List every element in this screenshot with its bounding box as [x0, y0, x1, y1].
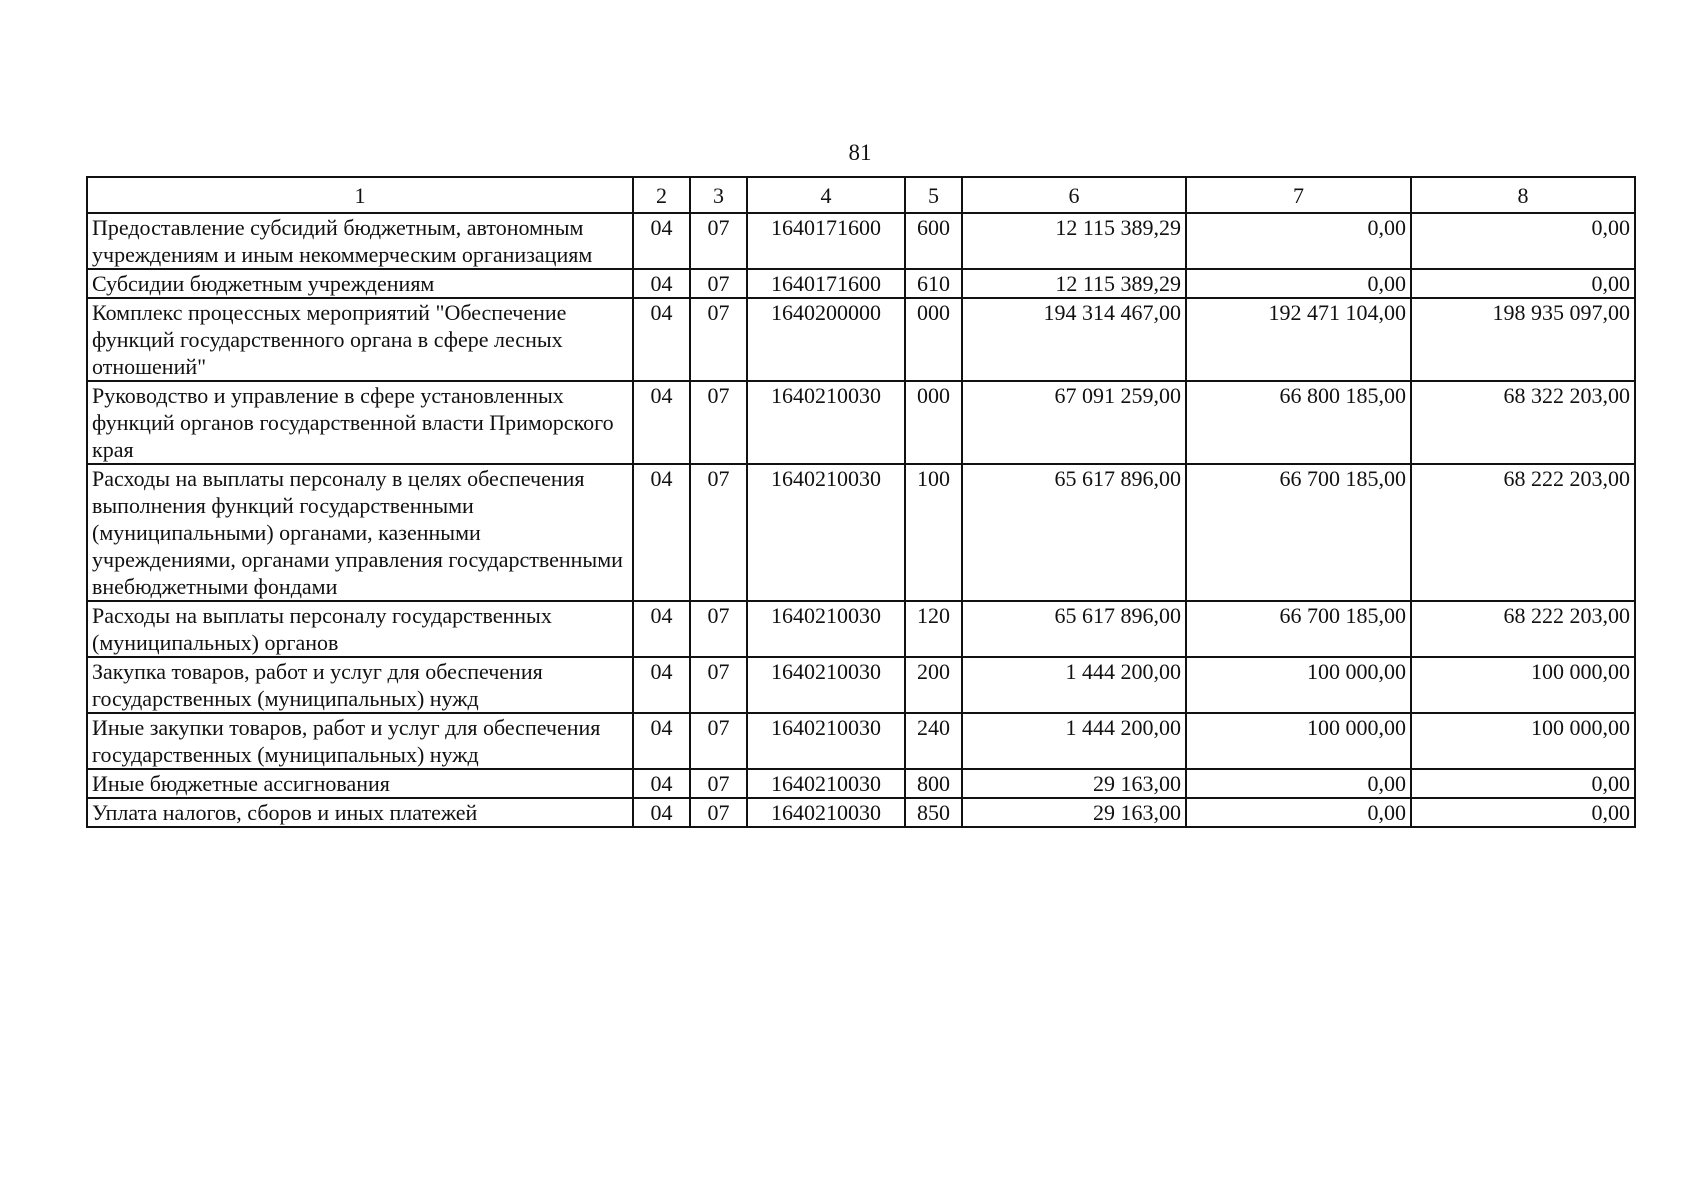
column-header: 8: [1411, 177, 1635, 213]
amount-cell-7: 66 800 185,00: [1186, 381, 1411, 464]
expense-type-cell: 100: [905, 464, 962, 601]
row-name-cell: Закупка товаров, работ и услуг для обеспечения государственных (муниципальных) нужд: [87, 657, 633, 713]
target-article-cell: 1640210030: [747, 713, 905, 769]
target-article-cell: 1640210030: [747, 381, 905, 464]
expense-type-cell: 000: [905, 381, 962, 464]
section-code-cell: 04: [633, 381, 690, 464]
expense-type-cell: 850: [905, 798, 962, 827]
subsection-code-cell: 07: [690, 798, 747, 827]
amount-cell-7: 66 700 185,00: [1186, 601, 1411, 657]
table-row: [87, 769, 1635, 798]
column-header: 4: [747, 177, 905, 213]
amount-cell-8: 100 000,00: [1411, 657, 1635, 713]
target-article-cell: 1640210030: [747, 657, 905, 713]
column-header: 5: [905, 177, 962, 213]
section-code-cell: 04: [633, 657, 690, 713]
section-code-cell: 04: [633, 601, 690, 657]
amount-cell-8: 198 935 097,00: [1411, 298, 1635, 381]
expense-type-cell: 610: [905, 269, 962, 298]
subsection-code-cell: 07: [690, 769, 747, 798]
amount-cell-6: 12 115 389,29: [962, 213, 1186, 269]
amount-cell-7: 0,00: [1186, 769, 1411, 798]
column-header: 3: [690, 177, 747, 213]
amount-cell-6: 1 444 200,00: [962, 657, 1186, 713]
expense-type-cell: 800: [905, 769, 962, 798]
target-article-cell: 1640210030: [747, 464, 905, 601]
target-article-cell: 1640171600: [747, 213, 905, 269]
amount-cell-6: 29 163,00: [962, 769, 1186, 798]
table-row: [87, 298, 1635, 381]
amount-cell-8: 0,00: [1411, 769, 1635, 798]
column-header: 1: [87, 177, 633, 213]
subsection-code-cell: 07: [690, 269, 747, 298]
row-name-cell: Предоставление субсидий бюджетным, автономным учреждениям и иным некоммерческим организациям: [87, 213, 633, 269]
column-header: 6: [962, 177, 1186, 213]
amount-cell-8: 0,00: [1411, 213, 1635, 269]
table-row: [87, 601, 1635, 657]
target-article-cell: 1640171600: [747, 269, 905, 298]
amount-cell-8: 0,00: [1411, 798, 1635, 827]
table-row: [87, 713, 1635, 769]
table-row: [87, 381, 1635, 464]
amount-cell-6: 67 091 259,00: [962, 381, 1186, 464]
column-header: 2: [633, 177, 690, 213]
section-code-cell: 04: [633, 464, 690, 601]
row-name-cell: Уплата налогов, сборов и иных платежей: [87, 798, 633, 827]
row-name-cell: Иные бюджетные ассигнования: [87, 769, 633, 798]
amount-cell-6: 12 115 389,29: [962, 269, 1186, 298]
section-code-cell: 04: [633, 769, 690, 798]
section-code-cell: 04: [633, 713, 690, 769]
table-row: [87, 464, 1635, 601]
amount-cell-6: 65 617 896,00: [962, 601, 1186, 657]
amount-cell-8: 68 322 203,00: [1411, 381, 1635, 464]
budget-table: [86, 176, 1636, 828]
target-article-cell: 1640210030: [747, 798, 905, 827]
section-code-cell: 04: [633, 213, 690, 269]
subsection-code-cell: 07: [690, 713, 747, 769]
subsection-code-cell: 07: [690, 213, 747, 269]
target-article-cell: 1640200000: [747, 298, 905, 381]
amount-cell-6: 1 444 200,00: [962, 713, 1186, 769]
row-name-cell: Иные закупки товаров, работ и услуг для обеспечения государственных (муниципальных) нужд: [87, 713, 633, 769]
table-header-row: [87, 177, 1635, 213]
target-article-cell: 1640210030: [747, 769, 905, 798]
amount-cell-7: 100 000,00: [1186, 713, 1411, 769]
subsection-code-cell: 07: [690, 601, 747, 657]
amount-cell-7: 66 700 185,00: [1186, 464, 1411, 601]
table-row: [87, 213, 1635, 269]
section-code-cell: 04: [633, 298, 690, 381]
expense-type-cell: 120: [905, 601, 962, 657]
table-row: [87, 269, 1635, 298]
row-name-cell: Расходы на выплаты персоналу в целях обеспечения выполнения функций государственными (муниципальными) органами, казенными учреждениями, органами управления государственными внебюджетными фондами: [87, 464, 633, 601]
amount-cell-6: 194 314 467,00: [962, 298, 1186, 381]
target-article-cell: 1640210030: [747, 601, 905, 657]
table-row: [87, 657, 1635, 713]
column-header: 7: [1186, 177, 1411, 213]
amount-cell-7: 192 471 104,00: [1186, 298, 1411, 381]
row-name-cell: Руководство и управление в сфере установленных функций органов государственной власти Приморского края: [87, 381, 633, 464]
amount-cell-7: 100 000,00: [1186, 657, 1411, 713]
page-number: 81: [848, 140, 872, 165]
expense-type-cell: 600: [905, 213, 962, 269]
subsection-code-cell: 07: [690, 381, 747, 464]
amount-cell-7: 0,00: [1186, 213, 1411, 269]
expense-type-cell: 000: [905, 298, 962, 381]
amount-cell-8: 100 000,00: [1411, 713, 1635, 769]
section-code-cell: 04: [633, 269, 690, 298]
amount-cell-7: 0,00: [1186, 798, 1411, 827]
expense-type-cell: 200: [905, 657, 962, 713]
row-name-cell: Комплекс процессных мероприятий "Обеспечение функций государственного органа в сфере лесных отношений": [87, 298, 633, 381]
subsection-code-cell: 07: [690, 464, 747, 601]
row-name-cell: Расходы на выплаты персоналу государственных (муниципальных) органов: [87, 601, 633, 657]
section-code-cell: 04: [633, 798, 690, 827]
table-row: [87, 798, 1635, 827]
subsection-code-cell: 07: [690, 298, 747, 381]
amount-cell-6: 29 163,00: [962, 798, 1186, 827]
amount-cell-6: 65 617 896,00: [962, 464, 1186, 601]
amount-cell-7: 0,00: [1186, 269, 1411, 298]
amount-cell-8: 68 222 203,00: [1411, 464, 1635, 601]
row-name-cell: Субсидии бюджетным учреждениям: [87, 269, 633, 298]
amount-cell-8: 0,00: [1411, 269, 1635, 298]
subsection-code-cell: 07: [690, 657, 747, 713]
amount-cell-8: 68 222 203,00: [1411, 601, 1635, 657]
expense-type-cell: 240: [905, 713, 962, 769]
